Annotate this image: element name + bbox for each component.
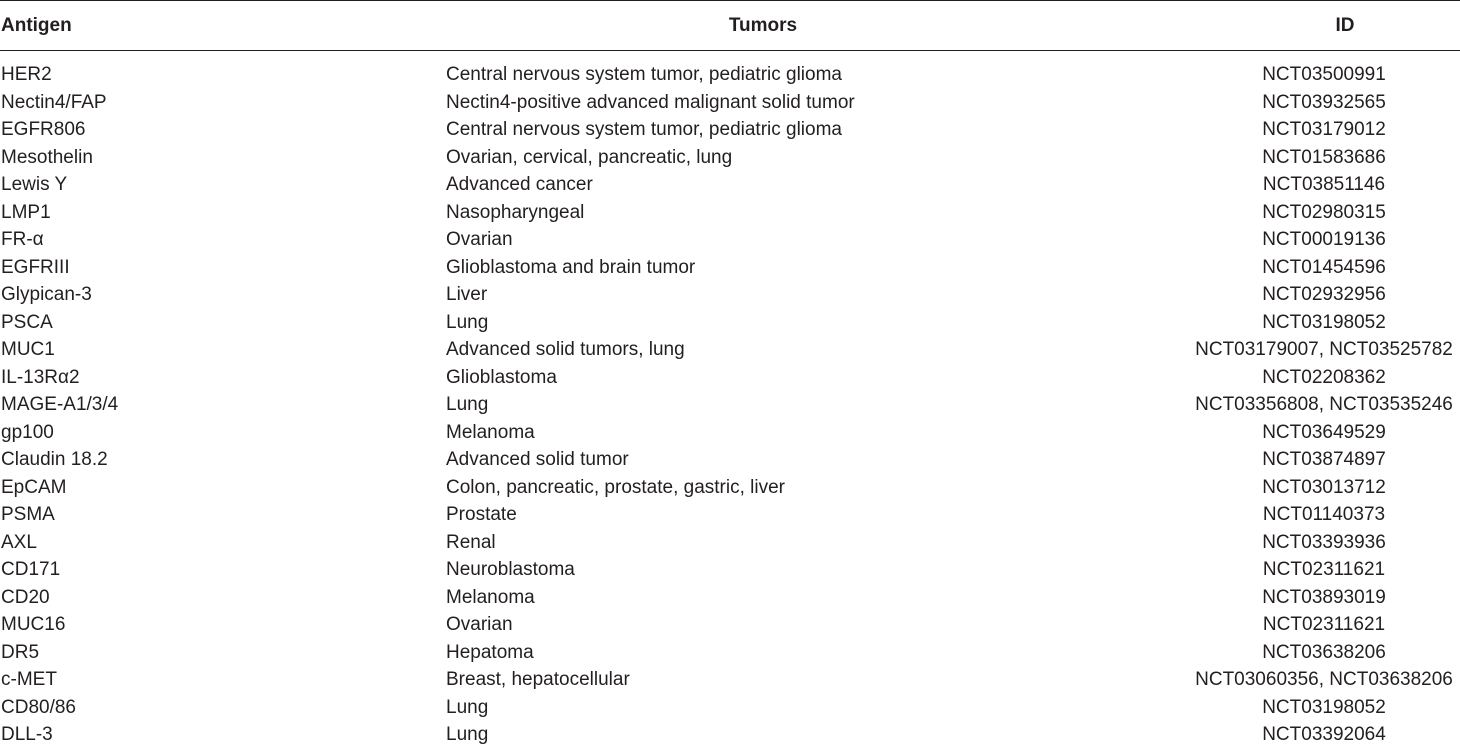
table-row	[0, 529, 1460, 557]
cell-id-container	[1080, 694, 1460, 722]
cell-id: NCT03179007, NCT03525782	[1195, 339, 1453, 360]
cell-antigen: c-MET	[1, 669, 57, 690]
cell-tumors: Breast, hepatocellular	[446, 669, 630, 690]
cell-antigen: MUC1	[1, 339, 55, 360]
table-row	[0, 556, 1460, 584]
table-row	[0, 51, 1460, 89]
cell-id-container	[1080, 391, 1460, 419]
table-row	[0, 584, 1460, 612]
cell-tumors: Prostate	[446, 504, 517, 525]
cell-id-container	[1080, 199, 1460, 227]
cell-id-container	[1080, 171, 1460, 199]
cell-id: NCT03874897	[1262, 449, 1386, 470]
cell-tumors: Glioblastoma	[446, 366, 557, 388]
cell-id: NCT01583686	[1262, 146, 1386, 168]
cell-id: NCT00019136	[1262, 229, 1386, 250]
cell-id-container	[1080, 474, 1460, 502]
cell-id: NCT03013712	[1262, 476, 1386, 498]
cell-antigen: gp100	[1, 421, 54, 443]
cell-tumors: Lung	[446, 696, 489, 718]
cell-id-container	[1080, 556, 1460, 584]
table-row	[0, 419, 1460, 447]
cell-antigen: DR5	[1, 641, 40, 663]
table-row	[0, 254, 1460, 282]
table-row	[0, 611, 1460, 639]
cell-antigen: EGFR806	[1, 119, 86, 140]
cell-id: NCT03932565	[1262, 91, 1386, 113]
cell-antigen: Glypican-3	[1, 284, 92, 305]
cell-id-container	[1080, 364, 1460, 392]
cell-id-container	[1080, 226, 1460, 254]
column-header-antigen: Antigen	[0, 1, 446, 51]
cell-antigen: Claudin 18.2	[1, 449, 108, 470]
column-header-id: ID	[1080, 1, 1460, 51]
cell-tumors: Liver	[446, 284, 488, 305]
cell-id-container	[1080, 666, 1460, 694]
cell-id-container	[1080, 309, 1460, 337]
cell-tumors: Renal	[446, 531, 496, 553]
header-row	[0, 1, 1460, 51]
cell-id: NCT02208362	[1262, 366, 1386, 388]
cell-antigen: Mesothelin	[1, 146, 93, 168]
cell-id: NCT02311621	[1262, 614, 1386, 635]
cell-id: NCT03893019	[1262, 586, 1386, 608]
table-row	[0, 666, 1460, 694]
table-header	[0, 1, 1460, 51]
table-row	[0, 694, 1460, 722]
cell-tumors: Advanced solid tumor	[446, 449, 629, 470]
table-row	[0, 89, 1460, 117]
cell-tumors: Hepatoma	[446, 641, 534, 663]
cell-id-container	[1080, 419, 1460, 447]
table-row	[0, 226, 1460, 254]
cell-id: NCT03198052	[1262, 696, 1386, 718]
cell-id: NCT02311621	[1262, 559, 1386, 580]
table-row	[0, 281, 1460, 309]
cell-antigen: Lewis Y	[1, 174, 68, 195]
cell-id-container	[1080, 336, 1460, 364]
cell-id: NCT03392064	[1262, 724, 1386, 745]
cell-antigen: DLL-3	[1, 724, 53, 745]
cell-id-container	[1080, 254, 1460, 282]
cell-tumors: Colon, pancreatic, prostate, gastric, liver	[446, 476, 785, 498]
cell-tumors: Lung	[446, 394, 489, 415]
table-row	[0, 721, 1460, 749]
cell-tumors: Neuroblastoma	[446, 559, 575, 580]
table-row	[0, 639, 1460, 667]
cell-id-container	[1080, 51, 1460, 89]
cell-antigen: EpCAM	[1, 476, 67, 498]
cell-id: NCT03500991	[1262, 64, 1386, 85]
table-body	[0, 51, 1460, 749]
cell-id: NCT03198052	[1262, 311, 1386, 333]
cell-tumors: Nasopharyngeal	[446, 201, 585, 223]
cell-tumors: Lung	[446, 311, 489, 333]
table-row	[0, 336, 1460, 364]
table-row	[0, 116, 1460, 144]
cell-tumors: Melanoma	[446, 421, 535, 443]
table-row	[0, 391, 1460, 419]
cell-antigen: EGFRIII	[1, 256, 70, 278]
cell-antigen: AXL	[1, 531, 37, 553]
cell-tumors: Melanoma	[446, 586, 535, 608]
cell-antigen: Nectin4/FAP	[1, 91, 107, 113]
cell-id: NCT03851146	[1262, 174, 1386, 195]
cell-antigen: HER2	[1, 64, 52, 85]
cell-id: NCT02980315	[1262, 201, 1386, 223]
cell-tumors: Advanced cancer	[446, 174, 593, 195]
cell-antigen: LMP1	[1, 201, 51, 223]
cell-id-container	[1080, 721, 1460, 749]
table-row	[0, 309, 1460, 337]
cell-id-container	[1080, 501, 1460, 529]
cell-tumors: Advanced solid tumors, lung	[446, 339, 685, 360]
cell-id-container	[1080, 529, 1460, 557]
table-row	[0, 501, 1460, 529]
table-row	[0, 474, 1460, 502]
cell-id: NCT03393936	[1262, 531, 1386, 553]
table-row	[0, 144, 1460, 172]
cell-id-container	[1080, 281, 1460, 309]
table-row	[0, 199, 1460, 227]
table-row	[0, 171, 1460, 199]
cell-tumors: Lung	[446, 724, 489, 745]
cell-id: NCT02932956	[1262, 284, 1386, 305]
cell-id-container	[1080, 611, 1460, 639]
cell-antigen: PSMA	[1, 504, 55, 525]
cell-id: NCT01140373	[1262, 504, 1386, 525]
cell-antigen: CD171	[1, 559, 61, 580]
cell-tumors: Central nervous system tumor, pediatric glioma	[446, 119, 842, 140]
cell-tumors: Ovarian	[446, 229, 513, 250]
cell-id: NCT01454596	[1262, 256, 1386, 278]
cell-antigen: FR-α	[1, 229, 44, 250]
cell-id: NCT03356808, NCT03535246	[1195, 394, 1453, 415]
cell-id-container	[1080, 89, 1460, 117]
cell-tumors: Glioblastoma and brain tumor	[446, 256, 696, 278]
table-row	[0, 446, 1460, 474]
cell-id: NCT03649529	[1262, 421, 1386, 443]
cell-antigen: IL-13Rα2	[1, 366, 80, 388]
cell-tumors: Nectin4-positive advanced malignant solid tumor	[446, 91, 855, 113]
cell-id-container	[1080, 116, 1460, 144]
column-header-tumors: Tumors	[446, 1, 1080, 51]
cell-id-container	[1080, 639, 1460, 667]
cell-antigen: CD80/86	[1, 696, 76, 718]
cell-id: NCT03060356, NCT03638206	[1195, 669, 1453, 690]
cell-id: NCT03179012	[1262, 119, 1386, 140]
cell-antigen: PSCA	[1, 311, 53, 333]
cell-tumors: Ovarian, cervical, pancreatic, lung	[446, 146, 733, 168]
cell-antigen: CD20	[1, 586, 50, 608]
cell-id-container	[1080, 144, 1460, 172]
table-row	[0, 364, 1460, 392]
cell-antigen: MAGE-A1/3/4	[1, 394, 119, 415]
cell-id: NCT03638206	[1262, 641, 1386, 663]
cell-tumors: Ovarian	[446, 614, 513, 635]
cell-antigen: MUC16	[1, 614, 66, 635]
cell-id-container	[1080, 584, 1460, 612]
cell-id-container	[1080, 446, 1460, 474]
cell-tumors: Central nervous system tumor, pediatric glioma	[446, 64, 842, 85]
